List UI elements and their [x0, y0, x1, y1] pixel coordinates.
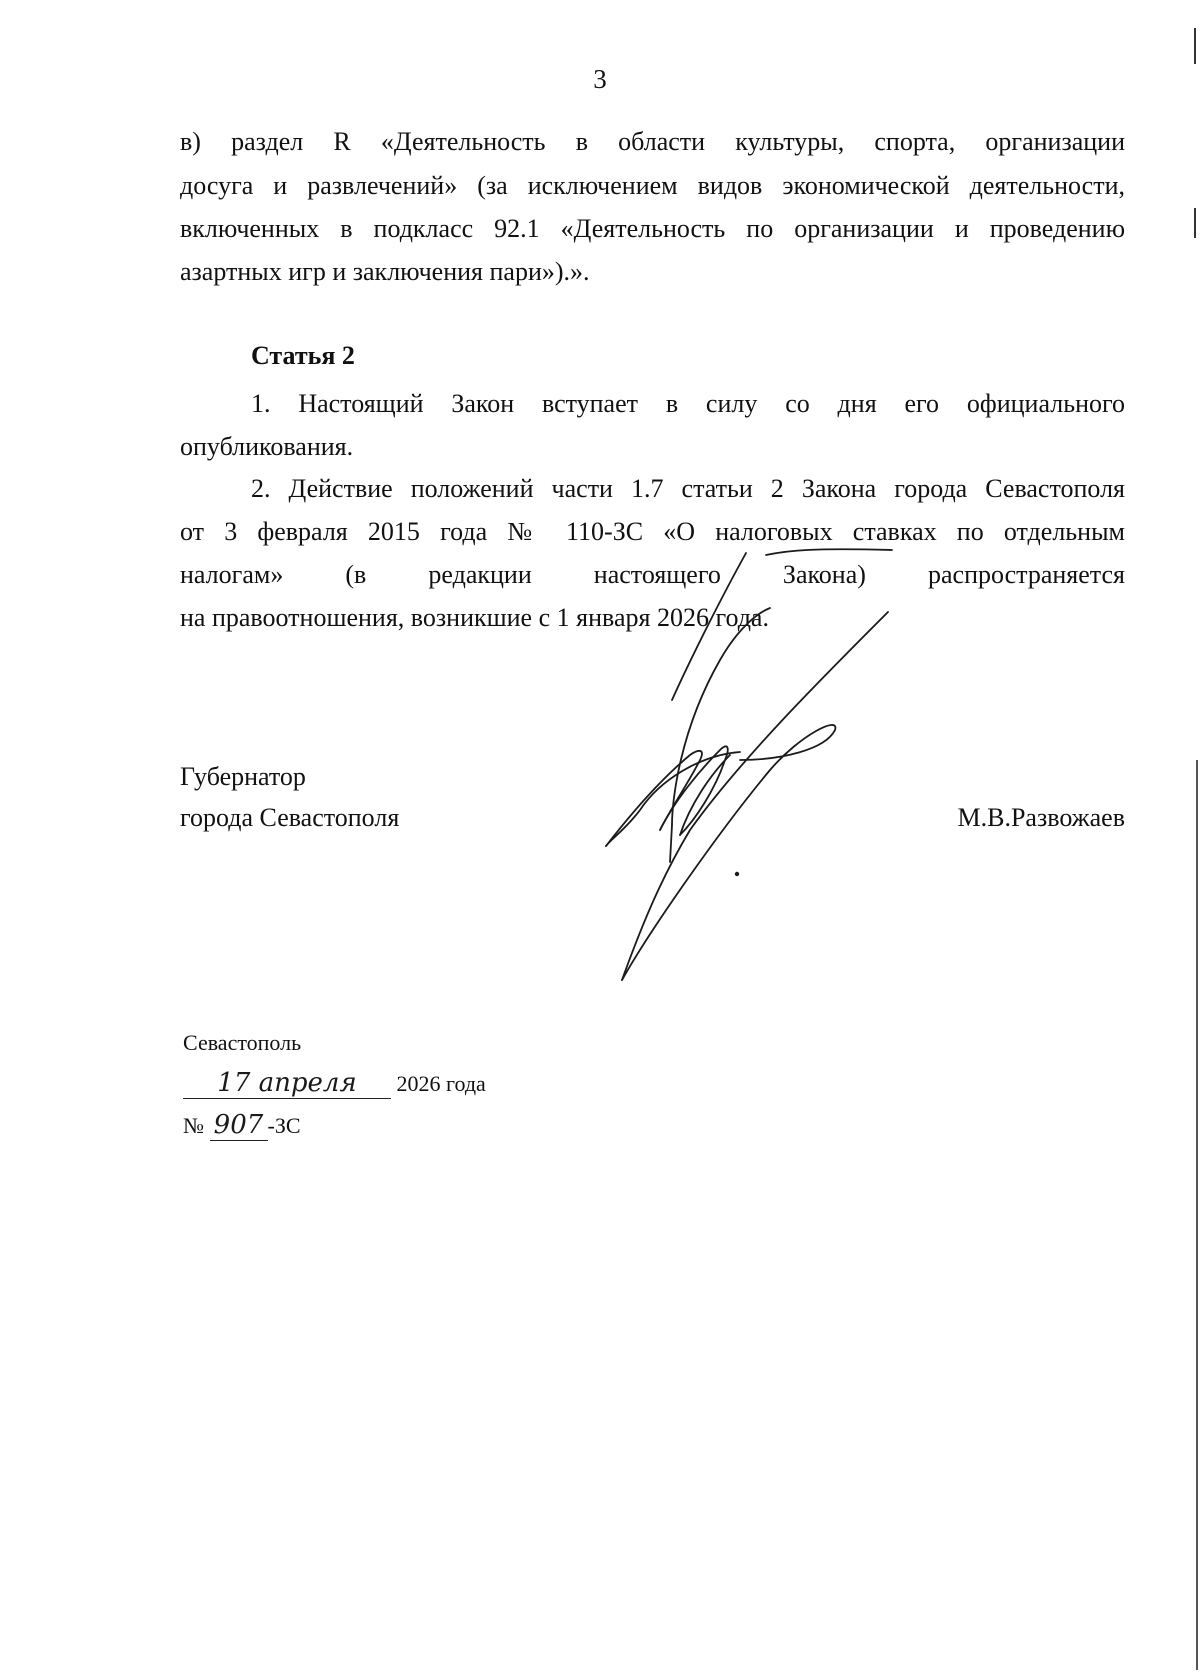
number-handwritten: 907: [210, 1110, 268, 1141]
para-v-line-1: в) раздел R «Деятельность в области культуры, спорта, организации: [180, 127, 1125, 156]
item1-line-2: опубликования.: [180, 432, 354, 461]
item2-line-2: от 3 февраля 2015 года № 110-ЗС «О налоговых ставках по отдельным: [180, 517, 1125, 546]
signatory-name: М.В.Развожаев: [957, 803, 1125, 832]
footer-date-line: [183, 1068, 486, 1099]
item2-line-4: на правоотношения, возникшие с 1 января 2026 года.: [180, 603, 769, 632]
date-handwritten: 17 апреля: [183, 1068, 391, 1099]
item2-line-1: 2. Действие положений части 1.7 статьи 2 Закона города Севастополя: [251, 474, 1125, 503]
scan-edge-mark: [1194, 28, 1196, 64]
number-prefix: №: [183, 1113, 204, 1138]
item1-line-1: 1. Настоящий Закон вступает в силу со дня его официального: [251, 389, 1125, 418]
para-v-line-3: включенных в подкласс 92.1 «Деятельность по организации и проведению: [180, 214, 1125, 243]
signatory-title-2: города Севастополя: [180, 803, 400, 832]
item2-line-3: налогам» (в редакции настоящего Закона) распространяется: [180, 560, 1125, 589]
scan-edge-mark: [1194, 208, 1196, 238]
para-v-line-4: азартных игр и заключения пари»).».: [180, 257, 590, 286]
scan-edge-line: [1196, 760, 1198, 1670]
number-suffix: -ЗС: [267, 1113, 301, 1138]
para-v-line-2: досуга и развлечений» (за исключением видов экономической деятельности,: [180, 171, 1125, 200]
date-year: 2026 года: [396, 1071, 486, 1096]
article-heading: Статья 2: [251, 341, 355, 370]
page-number: 3: [593, 64, 607, 94]
signatory-title-1: Губернатор: [180, 762, 306, 791]
footer-number-line: [183, 1110, 301, 1141]
footer-city: Севастополь: [183, 1030, 302, 1055]
